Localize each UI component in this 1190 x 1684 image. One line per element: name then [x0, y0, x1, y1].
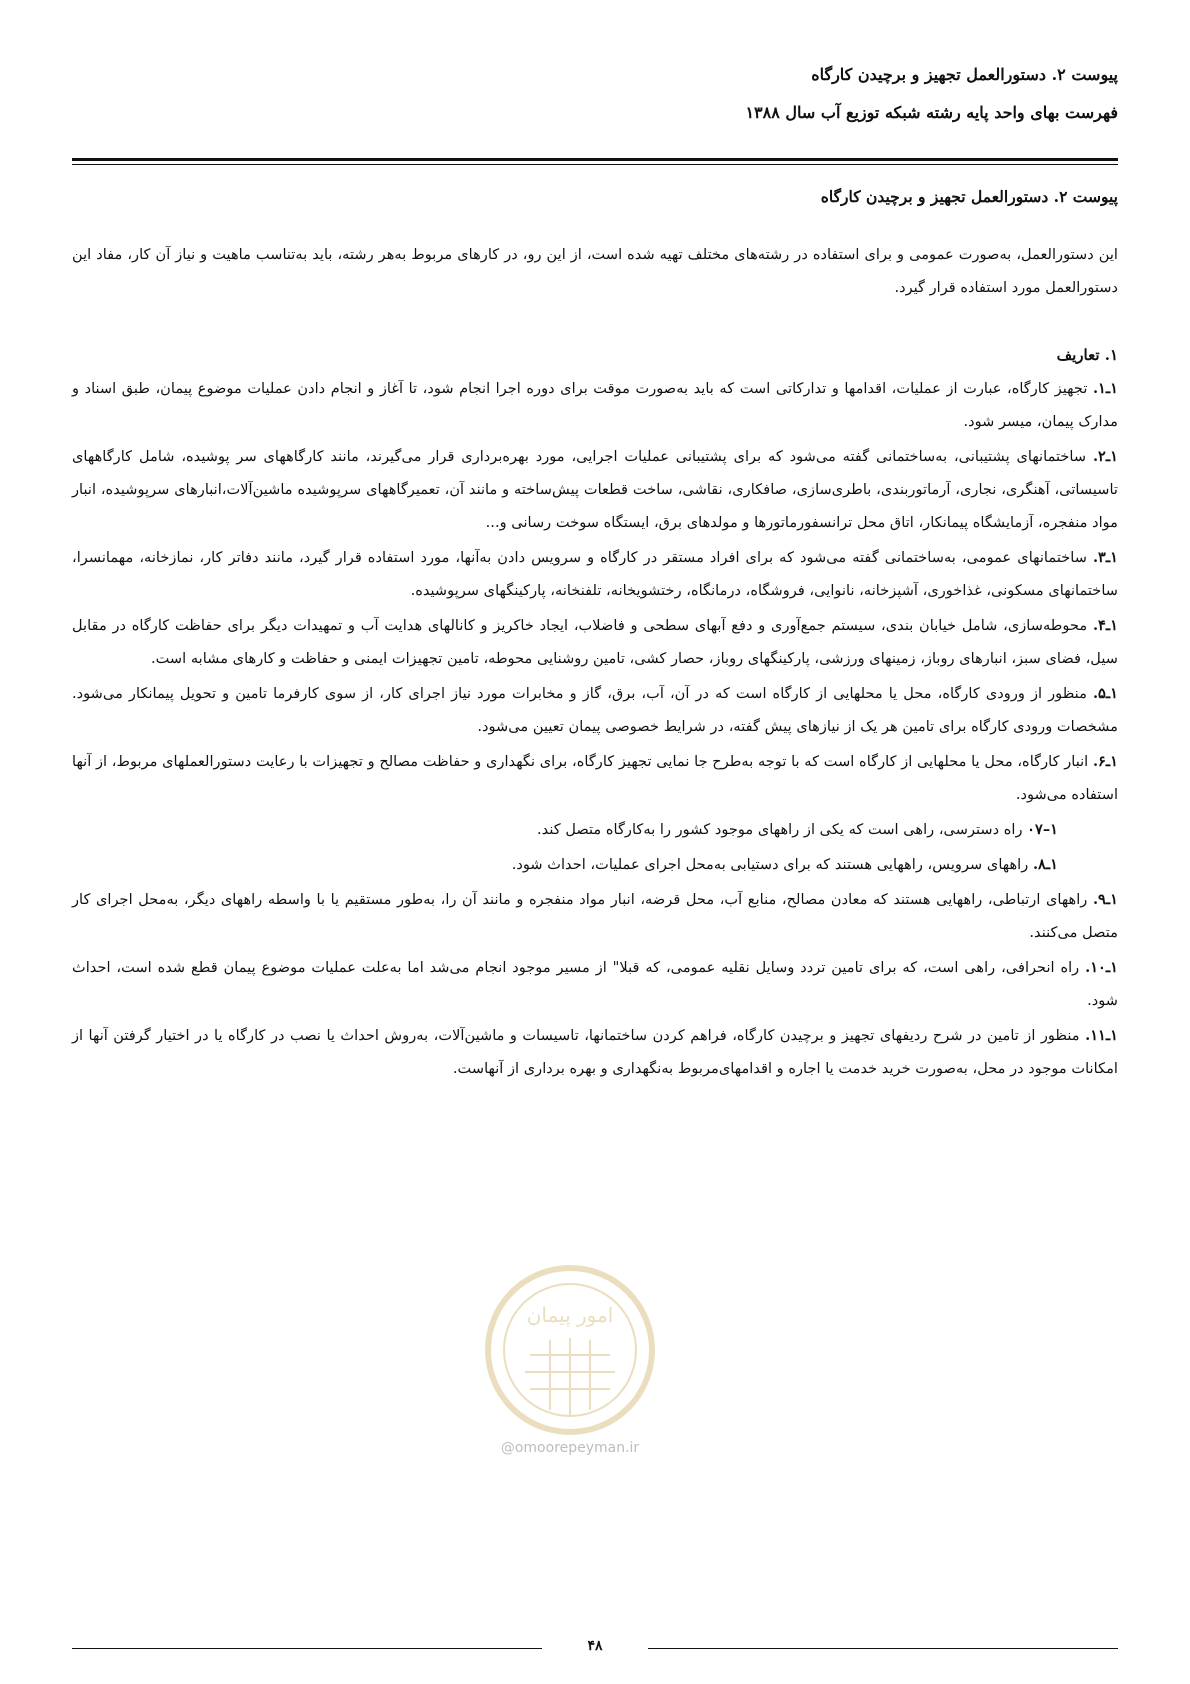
definition-number: ۱–۰۷ — [1027, 821, 1058, 838]
header-subtitle: فهرست بهای واحد پایه رشته شبکه توزیع آب سال ۱۳۸۸ — [745, 103, 1118, 122]
definition-item — [72, 745, 1118, 811]
definition-number: ۱ـ۵. — [1092, 685, 1118, 702]
definition-item — [72, 677, 1118, 743]
definition-text: ساختمانهای پشتیبانی، به‌ساختمانی گفته می‌شود که برای پشتیبانی عملیات اجرایی، مورد بهره‌برداری قرار می‌گیرند، مانند کارگاههای سر پوشیده، شامل کارگاههای تاسیساتی، آهنگری، نجاری، آرماتوربندی، باطری‌سازی، صافکاری، نقاشی، ساخت قطعات پیش‌ساخته و مانند آن، تعمیرگاههای سرپوشیده ماشین‌آلات،انبارهای سرپوشیده، انبار مواد منفجره، آزمایشگاه پیمانکار، اتاق محل ترانسفورماتورها و مولدهای برق، ایستگاه سوخت رسانی و... — [72, 448, 1118, 531]
definition-item — [72, 1019, 1118, 1085]
definition-text: تجهیز کارگاه، عبارت از عملیات، اقدامها و تدارکاتی است که باید به‌صورت موقت برای دوره اجرا انجام شود، تا آغاز و انجام دادن عملیات موضوع پیمان، طبق اسناد و مدارک پیمان، میسر شود. — [72, 380, 1118, 430]
intro-paragraph: این دستورالعمل، به‌صورت عمومی و برای استفاده در رشته‌های مختلف تهیه شده است، از این رو، در کارهای مربوط به‌هر رشته، باید به‌تناسب ماهیت و نیاز آن کار، مفاد این دستورالعمل مورد استفاده قرار گیرد. — [72, 246, 1118, 296]
definition-text: راههای سرویس، راههایی هستند که برای دستیابی به‌محل اجرای عملیات، احداث شود. — [511, 856, 1029, 873]
definition-number: ۱ـ۴. — [1092, 617, 1118, 634]
definition-text: راههای ارتباطی، راههایی هستند که معادن مصالح، منابع آب، محل قرضه، انبار مواد منفجره و مانند آن را، به‌طور مستقیم یا با واسطه راههای دیگر، به‌محل اجرای کار متصل می‌کنند. — [72, 891, 1118, 941]
header-rule-thick — [72, 158, 1118, 161]
definition-text: محوطه‌سازی، شامل خیابان بندی، سیستم جمع‌آوری و دفع آبهای سطحی و فاضلاب، ایجاد خاکریز و کانالهای هدایت آب و تمهیدات دیگر برای حفاظت کارگاه در مقابل سیل، فضای سبز، انبارهای روباز، زمینهای ورزشی، پارکینگهای روباز، حصار کشی، تامین روشنایی محوطه، تامین تجهیزات ایمنی و حفاظت و کارهای مشابه است. — [72, 617, 1118, 667]
watermark-logo-text: امور پیمان — [526, 1303, 614, 1327]
definition-number: ۱ـ۲. — [1092, 448, 1118, 465]
watermark-logo — [470, 1250, 670, 1500]
footer-rule-left — [72, 1648, 542, 1649]
definition-text: منظور از ورودی کارگاه، محل یا محلهایی از کارگاه است که در آن، آب، برق، گاز و مخابرات مورد نیاز اجرای کار، از سوی کارفرما تامین و تحویل پیمانکار می‌شود. مشخصات ورودی کارگاه برای تامین هر یک از نیازهای پیش گفته، در شرایط خصوصی پیمان تعیین می‌شود. — [72, 685, 1118, 735]
definition-item — [72, 848, 1118, 881]
section-title: پیوست ۲. دستورالعمل تجهیز و برچیدن کارگاه — [820, 187, 1118, 206]
definition-item — [72, 813, 1118, 846]
definition-item — [72, 951, 1118, 1017]
definition-text: منظور از تامین در شرح ردیفهای تجهیز و برچیدن کارگاه، فراهم کردن ساختمانها، تاسیسات و ماشین‌آلات، به‌روش احداث یا نصب در کارگاه یا در اختیار گرفتن آنها از امکانات موجود در محل، به‌صورت خرید خدمت یا اجاره و اقدامهای‌مربوط به‌نگهداری و بهره برداری از آنهاست. — [72, 1027, 1118, 1077]
definition-text: ساختمانهای عمومی، به‌ساختمانی گفته می‌شود که برای افراد مستقر در کارگاه و سرویس دادن به‌آنها، مورد استفاده قرار گیرد، مانند دفاتر کار، نمازخانه، مهمانسرا، ساختمانهای مسکونی، غذاخوری، آشپزخانه، نانوایی، فروشگاه، درمانگاه، رختشویخانه، تلفنخانه، پارکینگهای سرپوشیده. — [72, 549, 1118, 599]
definitions-list — [72, 372, 1118, 1085]
definition-text: انبار کارگاه، محل یا محلهایی از کارگاه است که با توجه به‌طرح جا نمایی تجهیز کارگاه، برای نگهداری و حفاظت مصالح و تجهیزات با رعایت دستورالعملهای مربوط، از آنها استفاده می‌شود. — [72, 753, 1118, 803]
definition-item — [72, 541, 1118, 607]
definition-number: ۱ـ۳. — [1092, 549, 1118, 566]
definition-item — [72, 883, 1118, 949]
main-content — [72, 180, 1118, 1087]
definition-number: ۱ـ۱۱. — [1085, 1027, 1118, 1044]
definition-number: ۱ـ۶. — [1092, 753, 1119, 770]
header-title: پیوست ۲. دستورالعمل تجهیز و برچیدن کارگاه — [811, 65, 1118, 84]
definition-number: ۱ـ۱۰. — [1085, 959, 1118, 976]
definition-number: ۱ـ۱. — [1092, 380, 1118, 397]
footer-rule-right — [648, 1648, 1118, 1649]
page-number: ۴۸ — [587, 1638, 603, 1654]
definition-number: ۱ـ۹. — [1092, 891, 1118, 908]
header-rule-thin — [72, 164, 1118, 165]
definition-item — [72, 440, 1118, 539]
watermark-site: @omoorepeyman.ir — [500, 1440, 640, 1456]
footer — [72, 1638, 1118, 1658]
running-header — [72, 62, 1118, 126]
definition-number: ۱ـ۸. — [1032, 856, 1058, 873]
definition-text: راه انحرافی، راهی است، که برای تامین تردد وسایل نقلیه عمومی، که قبلا" از مسیر موجود انجام می‌شد اما به‌علت عملیات موضوع پیمان قطع شده است، احداث شود. — [72, 959, 1118, 1009]
definition-item — [72, 372, 1118, 438]
definitions-heading: ۱. تعاریف — [1056, 346, 1118, 364]
definition-text: راه دسترسی، راهی است که یکی از راههای موجود کشور را به‌کارگاه متصل کند. — [537, 821, 1023, 838]
definition-item — [72, 609, 1118, 675]
